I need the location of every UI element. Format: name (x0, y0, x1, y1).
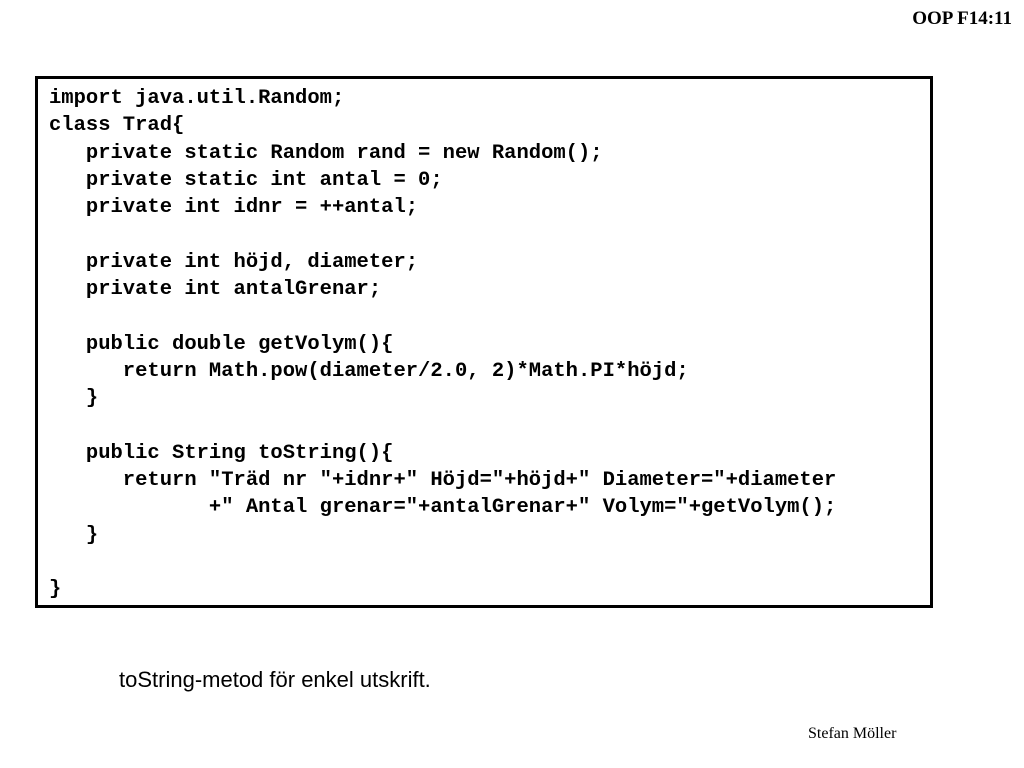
code-line: } (49, 387, 99, 411)
code-line: private int höjd, diameter; (49, 250, 419, 274)
code-line: private int idnr = ++antal; (49, 196, 419, 220)
code-line: return "Träd nr "+idnr+" Höjd="+höjd+" Diameter="+diameter (49, 469, 837, 493)
code-line (49, 221, 836, 248)
slide-author: Stefan Möller (808, 725, 897, 742)
code-line: class Trad{ (49, 114, 185, 138)
code-line: +" Antal grenar="+antalGrenar+" Volym="+getVolym(); (49, 496, 837, 520)
code-line: private static int antal = 0; (49, 168, 443, 192)
slide-caption: toString-metod för enkel utskrift. (119, 667, 431, 692)
slide-tag: OOP F14:11 (912, 8, 1012, 29)
code-line: private int antalGrenar; (49, 278, 382, 302)
code-line: private static Random rand = new Random(); (49, 141, 603, 165)
code-line (49, 303, 836, 330)
code-line: public double getVolym(){ (49, 332, 394, 356)
code-line: } (49, 578, 62, 602)
code-line: import java.util.Random; (49, 87, 345, 110)
code-box (35, 76, 933, 608)
code-line: public String toString(){ (49, 441, 394, 465)
code-line: } (49, 523, 99, 547)
code-line (49, 549, 836, 576)
code-line (49, 413, 836, 440)
code-line: return Math.pow(diameter/2.0, 2)*Math.PI*höjd; (49, 359, 689, 383)
code-block (49, 85, 836, 604)
